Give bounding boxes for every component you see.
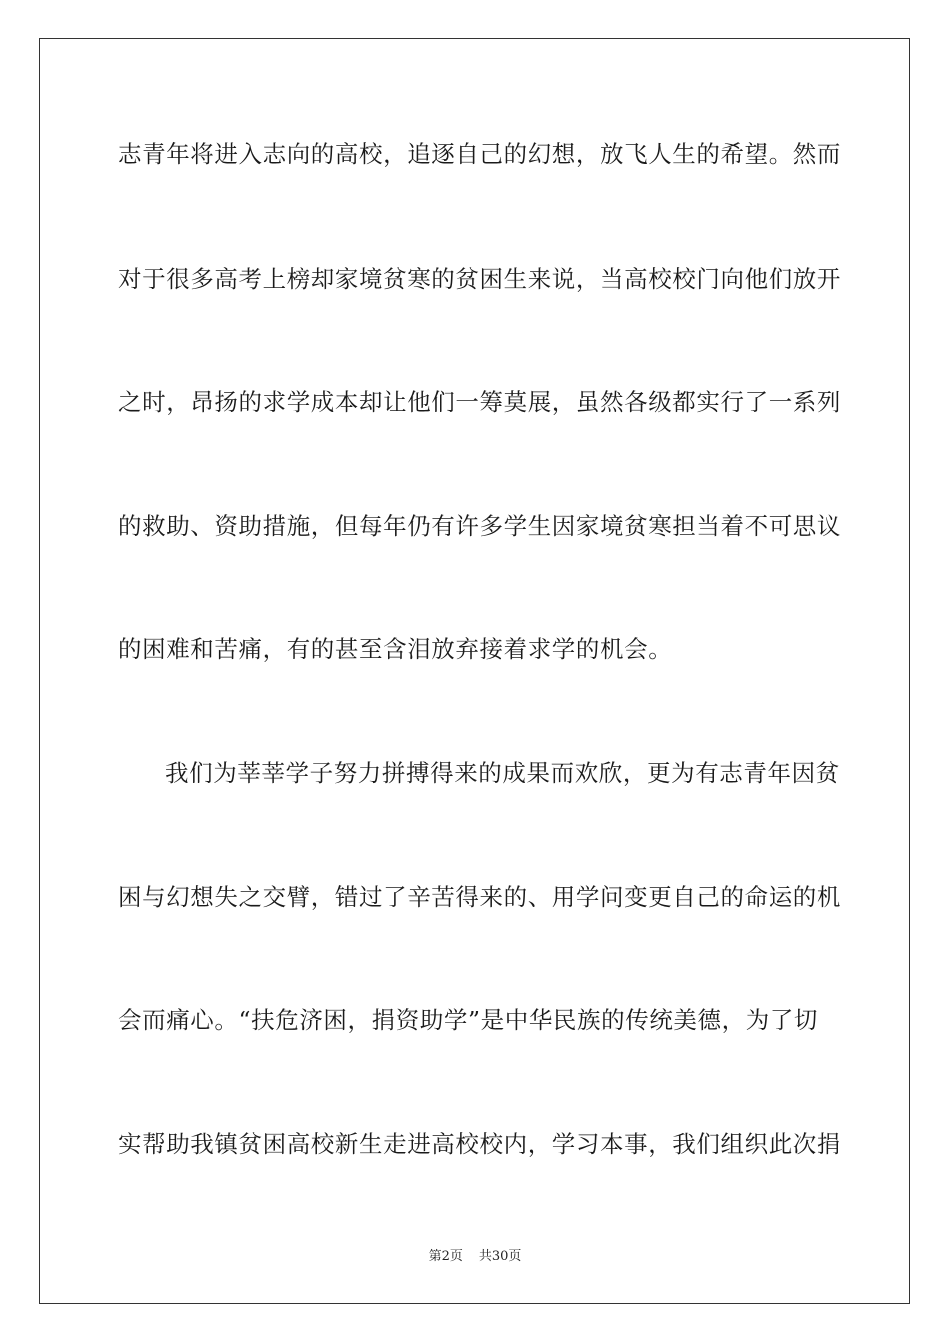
- total-page-count: 共30页: [478, 1249, 522, 1264]
- text-line: 会而痛心。“扶危济困，捐资助学”是中华民族的传统美德，为了切: [118, 1006, 819, 1034]
- paragraph-first-line: 我们为莘莘学子努力拼搏得来的成果而欢欣，更为有志青年因贫: [165, 759, 840, 787]
- text-line: 困与幻想失之交臂，错过了辛苦得来的、用学问变更自己的命运的机: [118, 883, 841, 911]
- page-border: [39, 38, 910, 1304]
- page-footer: [0, 1248, 950, 1266]
- text-line: 志青年将进入志向的高校，追逐自己的幻想，放飞人生的希望。然而: [118, 140, 841, 168]
- text-line: 的救助、资助措施，但每年仍有许多学生因家境贫寒担当着不可思议: [118, 512, 841, 540]
- text-line: 对于很多高考上榜却家境贫寒的贫困生来说，当高校校门向他们放开: [118, 265, 841, 293]
- text-line: 实帮助我镇贫困高校新生走进高校校内，学习本事，我们组织此次捐: [118, 1130, 841, 1158]
- text-line: 之时，昂扬的求学成本却让他们一筹莫展，虽然各级都实行了一系列: [118, 388, 841, 416]
- current-page-number: 第2页: [428, 1249, 463, 1264]
- text-line: 的困难和苦痛，有的甚至含泪放弃接着求学的机会。: [118, 635, 673, 663]
